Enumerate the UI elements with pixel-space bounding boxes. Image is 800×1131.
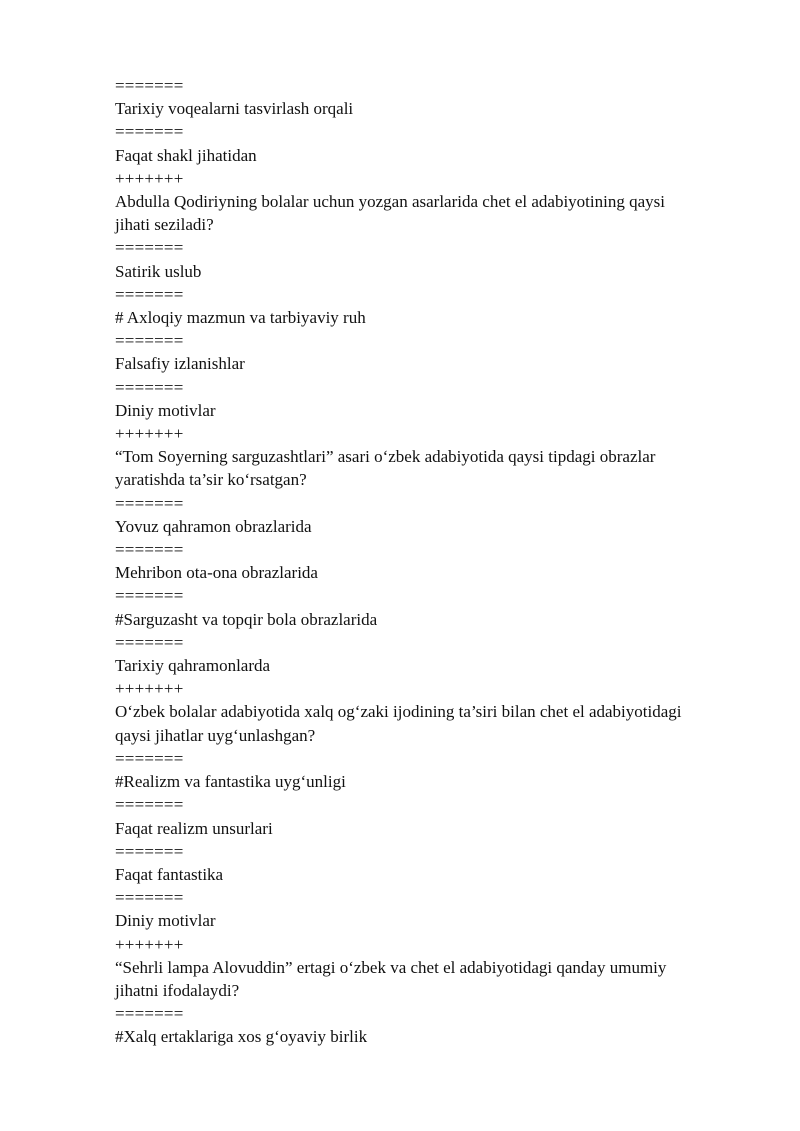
option-separator: ======= [115,493,184,513]
option-separator: ======= [115,748,184,768]
option-separator: ======= [115,284,184,304]
text-line: #Sarguzasht va topqir bola obrazlarida [115,609,378,629]
text-line: Diniy motivlar [115,400,216,420]
document-text [115,74,745,1049]
option-separator: ======= [115,331,184,351]
question-separator: +++++++ [115,679,184,699]
option-separator: ======= [115,377,184,397]
text-line: “Sehrli lampa Alovuddin” ertagi o‘zbek va chet el adabiyotidagi qanday umumiy [115,957,667,977]
question-separator: +++++++ [115,424,184,444]
text-line: #Xalq ertaklariga xos g‘oyaviy birlik [115,1027,368,1047]
option-separator: ======= [115,841,184,861]
text-line: Faqat realizm unsurlari [115,818,273,838]
text-line: Faqat shakl jihatidan [115,145,257,165]
option-separator: ======= [115,238,184,258]
text-line: Satirik uslub [115,261,202,281]
text-line: Mehribon ota-ona obrazlarida [115,563,318,583]
text-line: O‘zbek bolalar adabiyotida xalq og‘zaki ijodining ta’siri bilan chet el adabiyotidagi [115,702,682,722]
text-line: Abdulla Qodiriyning bolalar uchun yozgan asarlarida chet el adabiyotining qaysi [115,192,665,212]
text-line: # Axloqiy mazmun va tarbiyaviy ruh [115,308,366,328]
option-separator: ======= [115,122,184,142]
text-line: Diniy motivlar [115,911,216,931]
option-separator: ======= [115,540,184,560]
option-separator: ======= [115,1004,184,1024]
text-line: “Tom Soyerning sarguzashtlari” asari o‘zbek adabiyotida qaysi tipdagi obrazlar [115,447,656,467]
option-separator: ======= [115,632,184,652]
text-line: #Realizm va fantastika uyg‘unligi [115,772,346,792]
text-line: yaratishda ta’sir ko‘rsatgan? [115,470,307,490]
text-line: Yovuz qahramon obrazlarida [115,516,312,536]
text-line: Faqat fantastika [115,864,224,884]
text-line: jihatni ifodalaydi? [115,980,240,1000]
question-separator: +++++++ [115,934,184,954]
option-separator: ======= [115,888,184,908]
text-line: jihati seziladi? [115,215,214,235]
text-line: Tarixiy qahramonlarda [115,656,271,676]
option-separator: ======= [115,795,184,815]
text-line: Falsafiy izlanishlar [115,354,245,374]
text-line: qaysi jihatlar uyg‘unlashgan? [115,725,316,745]
option-separator: ======= [115,586,184,606]
text-line: Tarixiy voqealarni tasvirlash orqali [115,99,354,119]
question-separator: +++++++ [115,168,184,188]
option-separator: ======= [115,76,184,95]
